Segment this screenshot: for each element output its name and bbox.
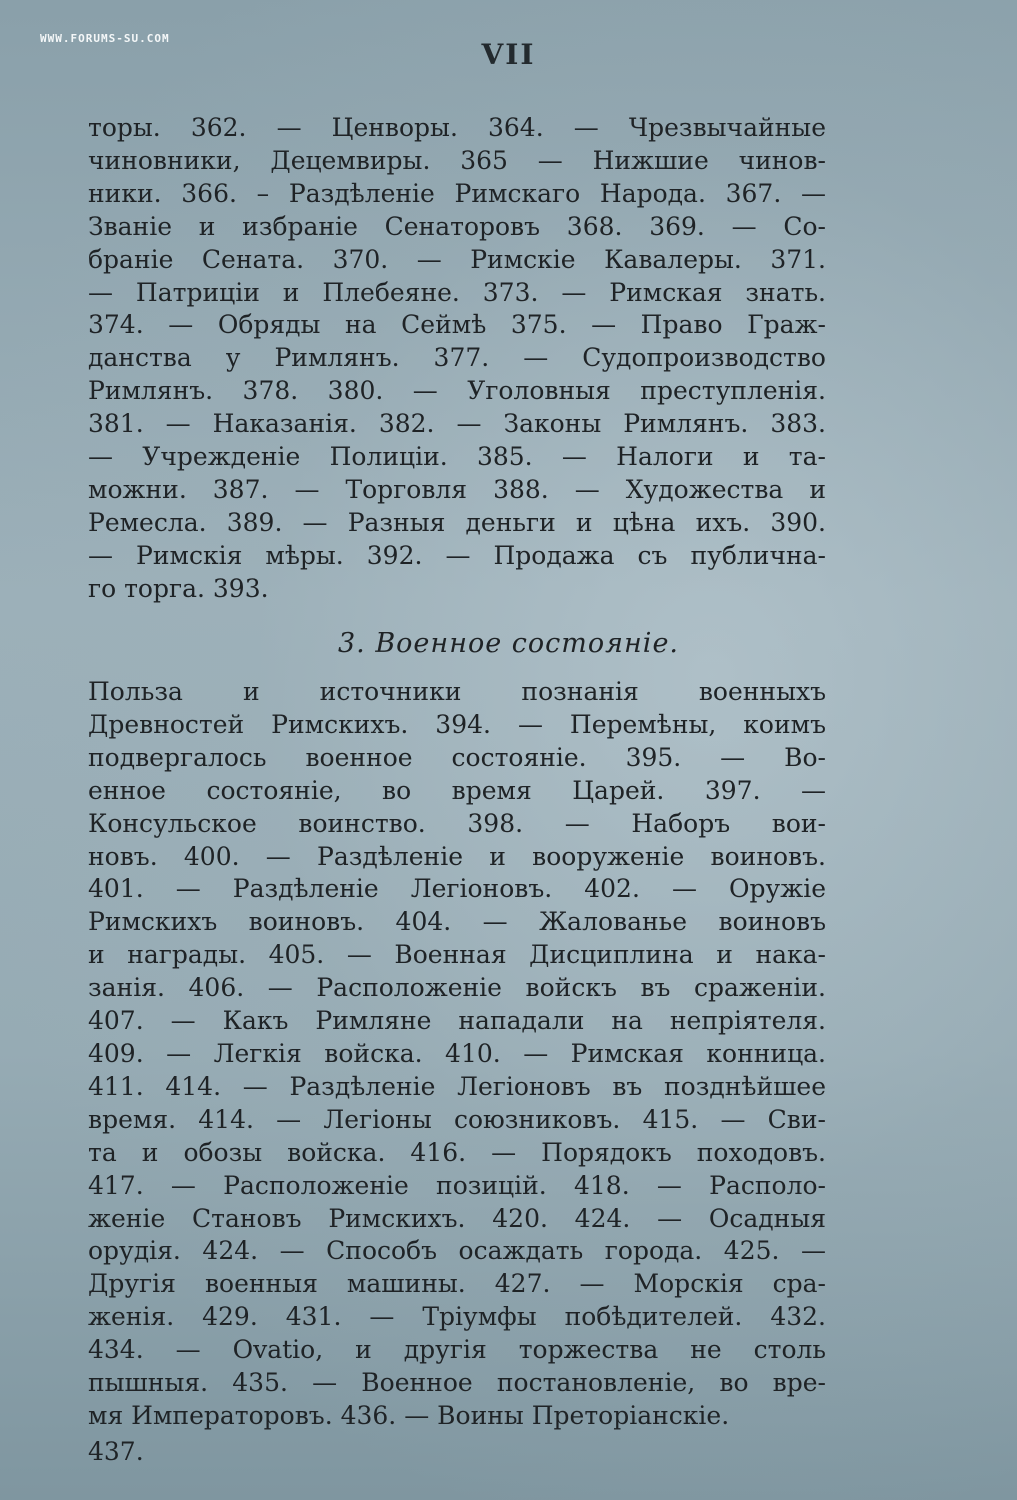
text-line: 434. — Ovatio, и другія торжества не столь bbox=[88, 1335, 826, 1365]
text-line: можни. 387. — Торговля 388. — Художества и bbox=[88, 474, 826, 504]
text-line: Римскихъ воиновъ. 404. — Жалованье воиновъ bbox=[88, 907, 826, 937]
text-line: женіе Становъ Римскихъ. 420. 424. — Осадныя bbox=[88, 1203, 826, 1233]
text-line: браніе Сената. 370. — Римскіе Кавалеры. 371. bbox=[88, 244, 826, 274]
text-line: подвергалось военное состояніе. 395. — Во- bbox=[88, 742, 826, 772]
text-line: 417. — Расположеніе позицій. 418. — Располо- bbox=[88, 1170, 826, 1200]
text-line: ники. 366. – Раздѣленіе Римскаго Народа. 367. — bbox=[88, 178, 826, 208]
section-heading: 3. Военное состояніе. bbox=[337, 628, 680, 659]
text-line: и награды. 405. — Военная Дисциплина и нака- bbox=[88, 940, 826, 970]
text-line: — Патриціи и Плебеяне. 373. — Римская знать. bbox=[88, 277, 826, 307]
watermark: WWW.FORUMS-SU.COM bbox=[40, 32, 170, 45]
text-line: данства у Римлянъ. 377. — Судопроизводство bbox=[88, 343, 826, 373]
text-line: Римлянъ. 378. 380. — Уголовныя преступленія. bbox=[88, 376, 826, 406]
text-line: Ремесла. 389. — Разныя деньги и цѣна ихъ. 390. bbox=[88, 507, 826, 537]
text-line: время. 414. — Легіоны союзниковъ. 415. — Сви- bbox=[88, 1104, 826, 1134]
text-line: женія. 429. 431. — Тріумфы побѣдителей. 432. bbox=[88, 1302, 826, 1332]
final-fragment: 437. bbox=[88, 1437, 144, 1466]
paragraph-military-state bbox=[88, 676, 826, 1433]
text-line: торы. 362. — Ценворы. 364. — Чрезвычайные bbox=[88, 113, 826, 142]
text-line: новъ. 400. — Раздѣленіе и вооруженіе воиновъ. bbox=[88, 841, 826, 871]
text-line: Консульское воинство. 398. — Наборъ вои- bbox=[88, 808, 826, 838]
text-line: — Учрежденіе Полиціи. 385. — Налоги и та- bbox=[88, 442, 826, 472]
text-line: енное состояніе, во время Царей. 397. — bbox=[88, 775, 826, 805]
text-line: та и обозы войска. 416. — Порядокъ походовъ. bbox=[88, 1137, 826, 1167]
text-line: Званіе и избраніе Сенаторовъ 368. 369. — Со- bbox=[88, 211, 826, 241]
text-line: Польза и источники познанія военныхъ bbox=[88, 677, 826, 706]
text-line: занія. 406. — Расположеніе войскъ въ сраженіи. bbox=[88, 973, 826, 1003]
text-line: 401. — Раздѣленіе Легіоновъ. 402. — Оружіе bbox=[88, 874, 826, 904]
text-line: 374. — Обряды на Сеймѣ 375. — Право Граж- bbox=[88, 310, 826, 340]
paragraph-civil-state bbox=[88, 112, 826, 606]
text-line: мя Императоровъ. 436. — Воины Преторіанскіе. bbox=[88, 1400, 730, 1430]
text-line: пышныя. 435. — Военное постановленіе, во вре- bbox=[88, 1368, 826, 1398]
page-number: VII bbox=[481, 38, 536, 71]
text-line: Древностей Римскихъ. 394. — Перемѣны, коимъ bbox=[88, 709, 826, 739]
text-line: 407. — Какъ Римляне нападали на непріятеля. bbox=[88, 1006, 826, 1036]
text-line: 411. 414. — Раздѣленіе Легіоновъ въ позднѣйшее bbox=[88, 1071, 826, 1101]
text-line: — Римскія мѣры. 392. — Продажа съ публична- bbox=[88, 540, 826, 570]
text-line: 381. — Наказанія. 382. — Законы Римлянъ. 383. bbox=[88, 409, 826, 439]
text-line: чиновники, Децемвиры. 365 — Нижшие чинов- bbox=[88, 145, 826, 175]
text-line: орудія. 424. — Способъ осаждать города. 425. — bbox=[88, 1236, 826, 1266]
text-line: Другія военныя машины. 427. — Морскія сра- bbox=[88, 1269, 826, 1299]
text-line: го торга. 393. bbox=[88, 573, 269, 603]
text-line: 409. — Легкія войска. 410. — Римская конница. bbox=[88, 1038, 826, 1068]
